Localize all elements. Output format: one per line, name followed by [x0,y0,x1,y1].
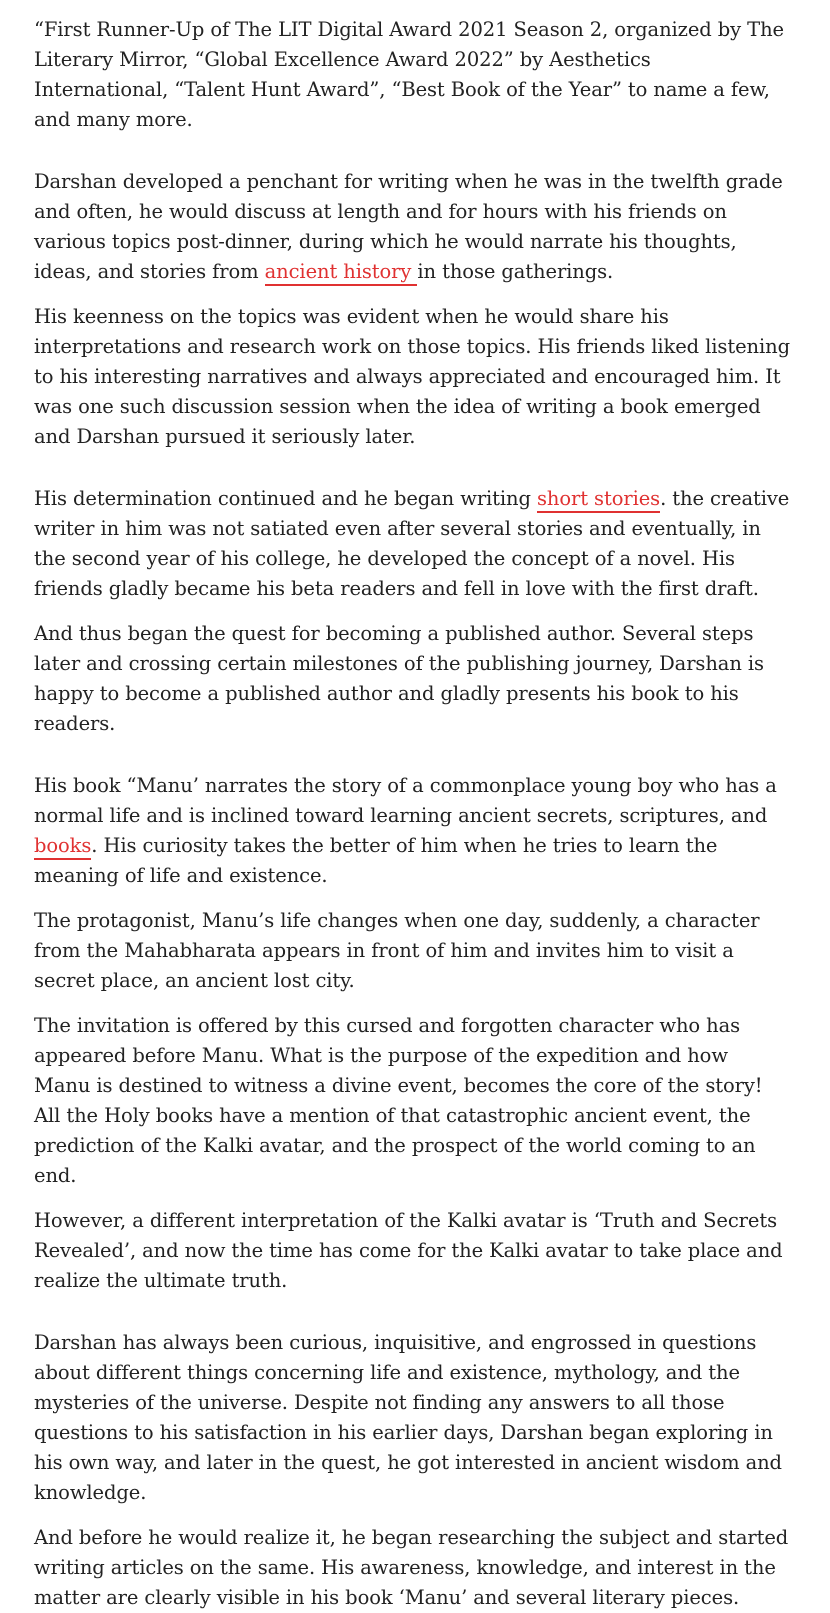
paragraph-book [34,771,790,891]
paragraph-text: . the creative writer in him was not satiated even after several stories and eventually, in the second year of his college, he developed the concept of a novel. His friends gladly became his beta readers and fell in love with the first draft. [34,487,790,600]
short-stories-link[interactable]: short stories [537,487,660,513]
books-link[interactable]: books [34,834,91,860]
paragraph-text: in those gatherings. [417,260,614,283]
paragraph-awards: “First Runner-Up of The LIT Digital Award 2021 Season 2, organized by The Literary Mirror, “Global Excellence Award 2022” by Aesthetics International, “Talent Hunt Award”, “Best Book of the Year” to name a few, and many more. [34,18,784,131]
ancient-history-link[interactable]: ancient history [265,260,418,286]
paragraph-quest: And thus began the quest for becoming a published author. Several steps later and crossing certain milestones of the publishing journey, Darshan is happy to become a published author and gladly presents his book to his readers. [34,622,764,735]
paragraph-text: Darshan developed a penchant for writing when he was in the twelfth grade and often, he would discuss at length and for hours with his friends on various topics post-dinner, during which he would narrate his thoughts, ideas, and stories from [34,170,783,283]
paragraph-invitation: The invitation is offered by this cursed and forgotten character who has appeared before Manu. What is the purpose of the expedition and how Manu is destined to witness a divine event, becomes the core of the story! All the Holy books have a mention of that catastrophic ancient event, the prediction of the Kalki avatar, and the prospect of the world coming to an end. [34,1014,763,1187]
paragraph-penchant [34,167,790,287]
paragraph-determination [34,484,790,604]
paragraph-protagonist: The protagonist, Manu’s life changes when one day, suddenly, a character from the Mahabharata appears in front of him and invites him to visit a secret place, an ancient lost city. [34,909,760,992]
paragraph-research: And before he would realize it, he began researching the subject and started writing articles on the same. His awareness, knowledge, and interest in the matter are clearly visible in his book ‘Manu’ and several literary pieces. [34,1526,789,1609]
paragraph-text: His determination continued and he began writing [34,487,537,510]
paragraph-text: . His curiosity takes the better of him when he tries to learn the meaning of life and existence. [34,834,718,887]
article-body [34,15,790,1613]
paragraph-keenness: His keenness on the topics was evident when he would share his interpretations and research work on those topics. His friends liked listening to his interesting narratives and always appreciated and encouraged him. It was one such discussion session when the idea of writing a book emerged and Darshan pursued it seriously later. [34,305,790,448]
paragraph-text: His book “Manu’ narrates the story of a commonplace young boy who has a normal life and is inclined toward learning ancient secrets, scriptures, and [34,774,777,827]
paragraph-kalki: However, a different interpretation of the Kalki avatar is ‘Truth and Secrets Revealed’, and now the time has come for the Kalki avatar to take place and realize the ultimate truth. [34,1209,783,1292]
paragraph-curious: Darshan has always been curious, inquisitive, and engrossed in questions about different things concerning life and existence, mythology, and the mysteries of the universe. Despite not finding any answers to all those questions to his satisfaction in his earlier days, Darshan began exploring in his own way, and later in the quest, he got interested in ancient wisdom and knowledge. [34,1331,782,1504]
